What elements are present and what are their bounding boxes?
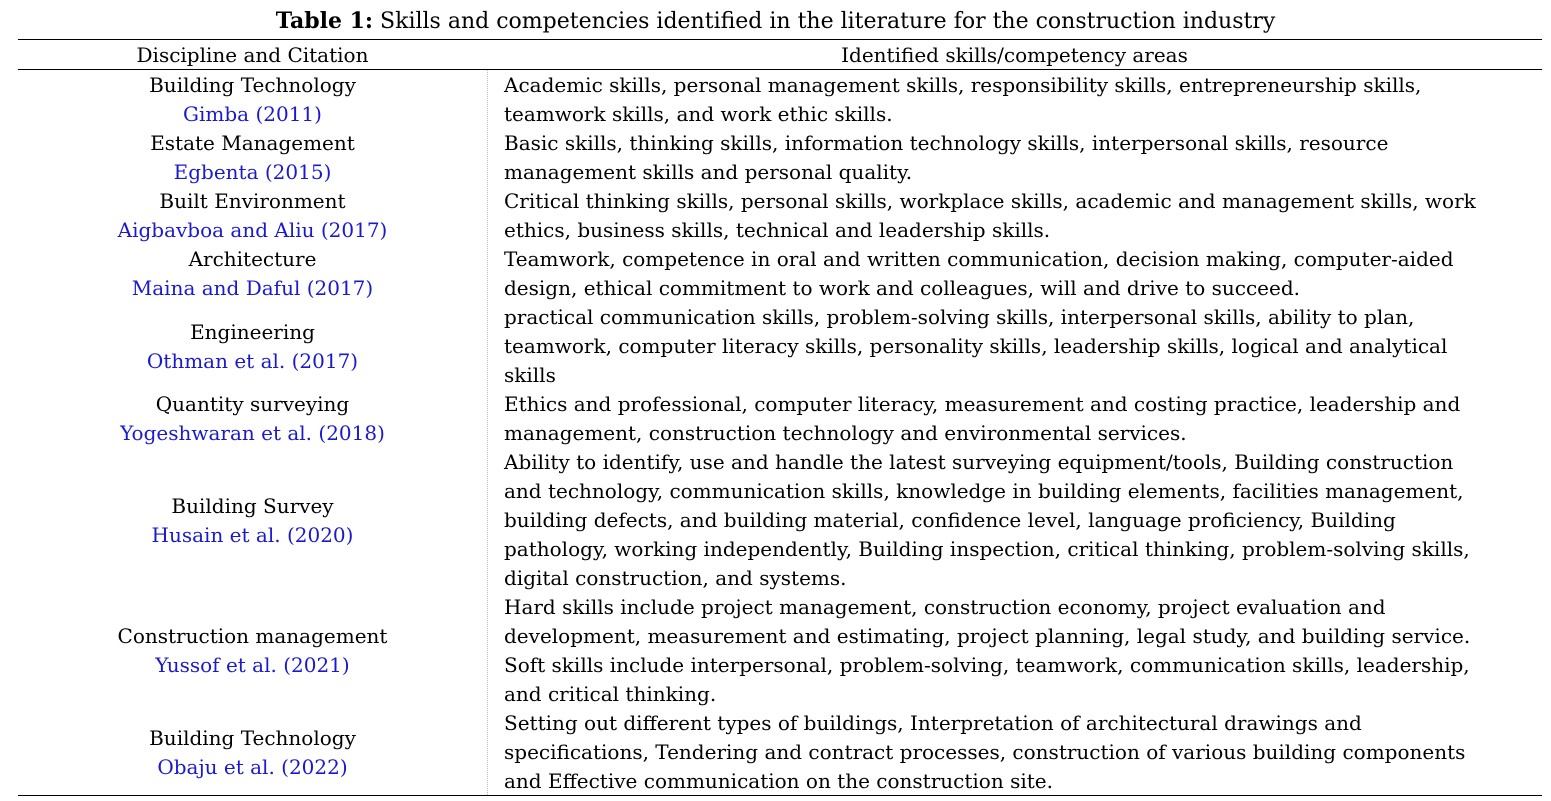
skills-line: and Effective communication on the construction site. [504, 769, 1053, 793]
discipline-cell [18, 129, 487, 187]
skills-line: Academic skills, personal management skills, responsibility skills, entrepreneurship skills, [504, 73, 1422, 97]
table-row [18, 245, 1542, 303]
table-row [18, 593, 1542, 709]
skills-line: practical communication skills, problem-solving skills, interpersonal skills, ability to plan, [504, 305, 1415, 329]
discipline-cell [18, 71, 487, 129]
table-caption [0, 6, 1551, 37]
skills-line: building defects, and building material, confidence level, language proficiency, Building [504, 508, 1396, 532]
citation-link[interactable]: Yussof et al. (2021) [155, 653, 350, 677]
skills-line: specifications, Tendering and contract processes, construction of various building components [504, 740, 1466, 764]
citation-link[interactable]: Egbenta (2015) [173, 160, 332, 184]
caption-label: Table 1: [275, 8, 374, 34]
skills-cell [504, 129, 1534, 187]
skills-cell [504, 593, 1534, 709]
skills-line: management skills and personal quality. [504, 160, 913, 184]
discipline-name: Building Survey [171, 493, 334, 518]
skills-cell [504, 448, 1534, 593]
skills-cell [504, 303, 1534, 390]
discipline-cell [18, 187, 487, 245]
table-row [18, 390, 1542, 448]
bottom-rule [18, 795, 1542, 796]
table-row [18, 71, 1542, 129]
discipline-name: Estate Management [150, 131, 355, 155]
skills-line: Soft skills include interpersonal, problem-solving, teamwork, communication skills, leadership, [504, 653, 1470, 677]
skills-line: development, measurement and estimating, project planning, legal study, and building service. [504, 624, 1471, 648]
discipline-cell [18, 448, 487, 593]
citation-link[interactable]: Othman et al. (2017) [146, 348, 359, 373]
citation-link[interactable]: Gimba (2011) [183, 102, 322, 126]
table-row [18, 187, 1542, 245]
skills-line: Ability to identify, use and handle the latest surveying equipment/tools, Building construction [504, 450, 1454, 474]
table-row [18, 129, 1542, 187]
discipline-cell [18, 245, 487, 303]
skills-cell [504, 245, 1534, 303]
column-header-skills: Identified skills/competency areas [841, 43, 1188, 67]
skills-line: Critical thinking skills, personal skills, workplace skills, academic and management skills, work [504, 189, 1476, 213]
skills-line: teamwork skills, and work ethic skills. [504, 102, 893, 126]
caption-text: Skills and competencies identified in the literature for the construction industry [373, 9, 1276, 34]
discipline-cell [18, 593, 487, 709]
discipline-name: Quantity surveying [155, 392, 350, 416]
table-row [18, 709, 1542, 796]
skills-line: Teamwork, competence in oral and written communication, decision making, computer-aided [504, 247, 1454, 271]
skills-cell [504, 390, 1534, 448]
skills-line: Ethics and professional, computer literacy, measurement and costing practice, leadership and [504, 392, 1461, 416]
discipline-cell [18, 390, 487, 448]
discipline-name: Built Environment [159, 189, 346, 213]
column-header-discipline: Discipline and Citation [136, 43, 369, 67]
skills-line: design, ethical commitment to work and colleagues, will and drive to succeed. [504, 276, 1300, 300]
table-row [18, 303, 1542, 390]
citation-link[interactable]: Yogeshwaran et al. (2018) [120, 421, 385, 445]
skills-line: ethics, business skills, technical and leadership skills. [504, 218, 1051, 242]
table-row [18, 448, 1542, 593]
citation-link[interactable]: Maina and Daful (2017) [131, 276, 374, 300]
discipline-name: Engineering [190, 319, 315, 344]
discipline-name: Building Technology [149, 725, 356, 750]
skills-cell [504, 71, 1534, 129]
citation-link[interactable]: Husain et al. (2020) [151, 522, 354, 547]
skills-line: and critical thinking. [504, 682, 717, 706]
header-rule [18, 69, 1542, 70]
citation-link[interactable]: Aigbavboa and Aliu (2017) [117, 218, 388, 242]
discipline-cell [18, 709, 487, 796]
skills-cell [504, 709, 1534, 796]
skills-line: Hard skills include project management, construction economy, project evaluation and [504, 595, 1386, 619]
skills-line: Basic skills, thinking skills, information technology skills, interpersonal skills, resource [504, 131, 1389, 155]
discipline-name: Building Technology [149, 73, 356, 97]
top-rule [18, 39, 1542, 40]
skills-line: management, construction technology and environmental services. [504, 421, 1187, 445]
skills-line: pathology, working independently, Building inspection, critical thinking, problem-solving skills, [504, 537, 1470, 561]
skills-line: Setting out different types of buildings, Interpretation of architectural drawings and [504, 711, 1362, 735]
skills-line: digital construction, and systems. [504, 566, 847, 590]
discipline-name: Architecture [188, 247, 317, 271]
discipline-cell [18, 303, 487, 390]
skills-cell [504, 187, 1534, 245]
skills-line: and technology, communication skills, knowledge in building elements, facilities management, [504, 479, 1464, 503]
citation-link[interactable]: Obaju et al. (2022) [157, 754, 348, 779]
skills-line: skills [504, 363, 556, 387]
skills-line: teamwork, computer literacy skills, personality skills, leadership skills, logical and analytical [504, 334, 1448, 358]
discipline-name: Construction management [117, 624, 388, 648]
